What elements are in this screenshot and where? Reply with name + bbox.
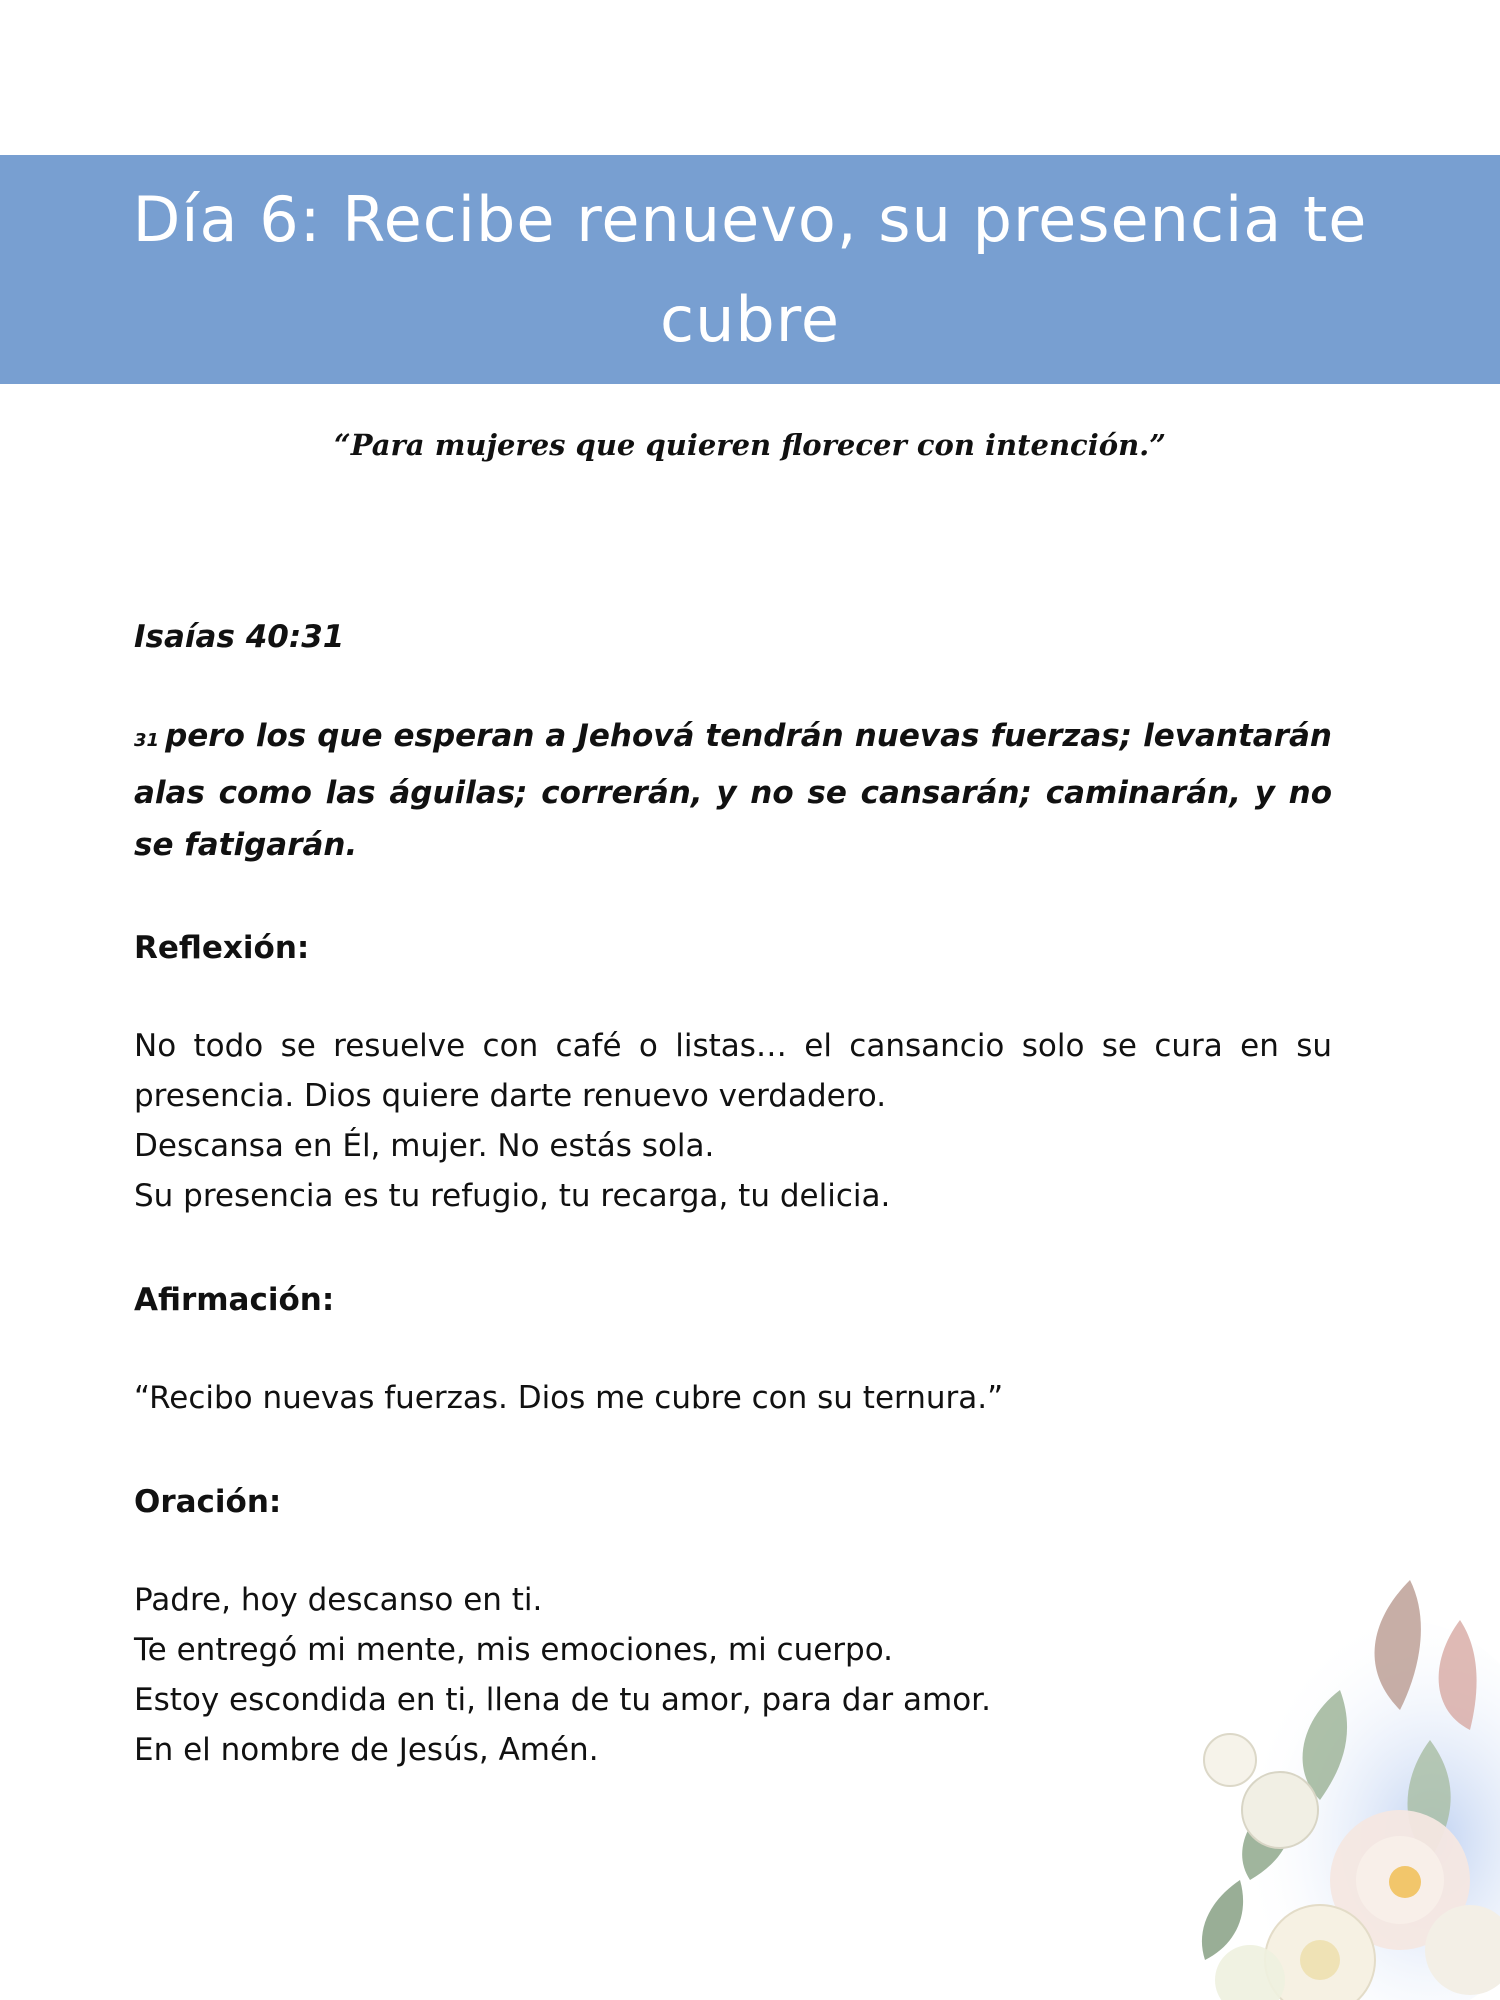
devotional-content xyxy=(134,612,1332,1829)
page-title: Día 6: Recibe renuevo, su presencia te cubre xyxy=(132,182,1368,356)
prayer-body xyxy=(134,1575,1332,1775)
reflection-body xyxy=(134,1021,1332,1221)
verse-number: 31 xyxy=(134,730,160,751)
reflection-line: Su presencia es tu refugio, tu recarga, tu delicia. xyxy=(134,1178,891,1214)
prayer-line: Te entregó mi mente, mis emociones, mi cuerpo. xyxy=(134,1632,894,1668)
reflection-line: Descansa en Él, mujer. No estás sola. xyxy=(134,1128,715,1164)
affirmation-heading: Afirmación: xyxy=(134,1282,335,1318)
prayer-line: En el nombre de Jesús, Amén. xyxy=(134,1732,599,1768)
prayer-line: Estoy escondida en ti, llena de tu amor, para dar amor. xyxy=(134,1682,991,1718)
affirmation-text: “Recibo nuevas fuerzas. Dios me cubre con su ternura.” xyxy=(134,1380,1004,1416)
tagline: “Para mujeres que quieren florecer con intención.” xyxy=(334,428,1166,462)
prayer-heading: Oración: xyxy=(134,1484,282,1520)
scripture-reference: Isaías 40:31 xyxy=(134,619,345,655)
floral-bouquet-icon xyxy=(1170,1560,1500,2000)
prayer-line: Padre, hoy descanso en ti. xyxy=(134,1582,543,1618)
reflection-line: No todo se resuelve con café o listas… el cansancio solo se cura en su presencia. Dios quiere darte renuevo verdadero. xyxy=(134,1028,1332,1114)
title-banner xyxy=(0,155,1500,384)
verse-text: pero los que esperan a Jehová tendrán nuevas fuerzas; levantarán alas como las águilas; correrán, y no se cansarán; caminarán, y no se fatigarán. xyxy=(134,718,1332,863)
scripture-verse xyxy=(134,710,1332,871)
reflection-heading: Reflexión: xyxy=(134,930,310,966)
